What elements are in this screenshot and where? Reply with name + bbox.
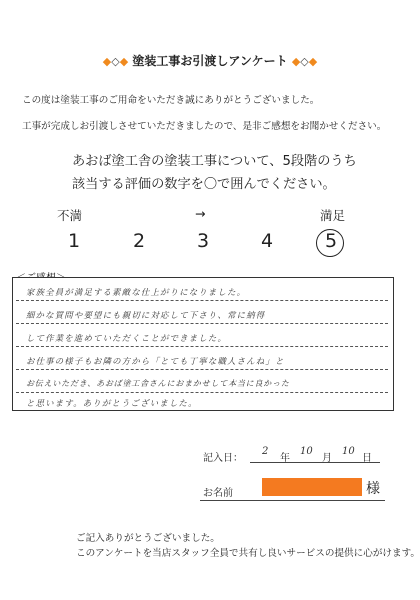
comment-line-4: お仕事の様子もお隣の方から「とても丁寧な職人さんね」と — [26, 356, 285, 366]
comment-line-5: お伝えいただき、あおば塗工舎さんにおまかせして本当に良かった — [26, 379, 290, 388]
question-line-1: あおば塗工舎の塗装工事について、5段階のうち — [72, 154, 357, 169]
comment-rule — [16, 369, 388, 370]
survey-title — [0, 52, 420, 69]
comment-line-2: 細かな質問や要望にも親切に対応して下さり、常に納得 — [26, 310, 266, 320]
title-text: 塗装工事お引渡しアンケート — [132, 54, 288, 68]
rating-option-4[interactable]: 4 — [260, 230, 274, 252]
rating-option-5[interactable]: 5 — [324, 230, 338, 252]
comment-rule — [16, 300, 388, 301]
date-label: 記入日： — [203, 453, 243, 464]
date-underline — [250, 462, 380, 463]
comment-line-6: と思います。ありがとうございました。 — [26, 398, 198, 408]
date-month-value[interactable]: 10 — [300, 446, 313, 457]
decor-left: ◆◇◆ — [102, 55, 129, 68]
rating-option-2[interactable]: 2 — [132, 230, 146, 252]
day-unit: 日 — [362, 453, 372, 464]
date-year-value[interactable]: 2 — [262, 446, 269, 457]
comment-rule — [16, 323, 388, 324]
name-underline — [200, 500, 385, 501]
name-suffix: 様 — [366, 481, 380, 497]
intro-line-2: 工事が完成しお引渡しさせていただきましたので、是非ご感想をお聞かせください。 — [22, 121, 387, 132]
decor-right: ◆◇◆ — [291, 55, 318, 68]
year-unit: 年 — [280, 453, 290, 464]
rating-option-1[interactable]: 1 — [67, 230, 81, 252]
comment-line-1: 家族全員が満足する素敵な仕上がりになりました。 — [26, 287, 247, 297]
question-line-2: 該当する評価の数字を〇で囲んでください。 — [72, 177, 336, 192]
comment-rule — [16, 392, 388, 393]
name-redaction — [262, 478, 362, 496]
name-label: お名前 — [203, 488, 233, 499]
month-unit: 月 — [322, 453, 332, 464]
comment-rule — [16, 346, 388, 347]
footer-note: このアンケートを当店スタッフ全員で共有し良いサービスの提供に心がけます。 — [76, 548, 420, 559]
scale-high-label: 満足 — [320, 208, 346, 223]
selected-rating-circle — [316, 229, 344, 257]
intro-line-1: この度は塗装工事のご用命をいただき誠にありがとうございました。 — [22, 95, 320, 106]
date-day-value[interactable]: 10 — [342, 446, 355, 457]
scale-low-label: 不満 — [57, 208, 83, 223]
scale-arrow: → — [195, 206, 206, 221]
footer-thanks: ご記入ありがとうございました。 — [76, 533, 220, 544]
comment-line-3: して作業を進めていただくことができました。 — [26, 333, 228, 343]
rating-option-3[interactable]: 3 — [196, 230, 210, 252]
